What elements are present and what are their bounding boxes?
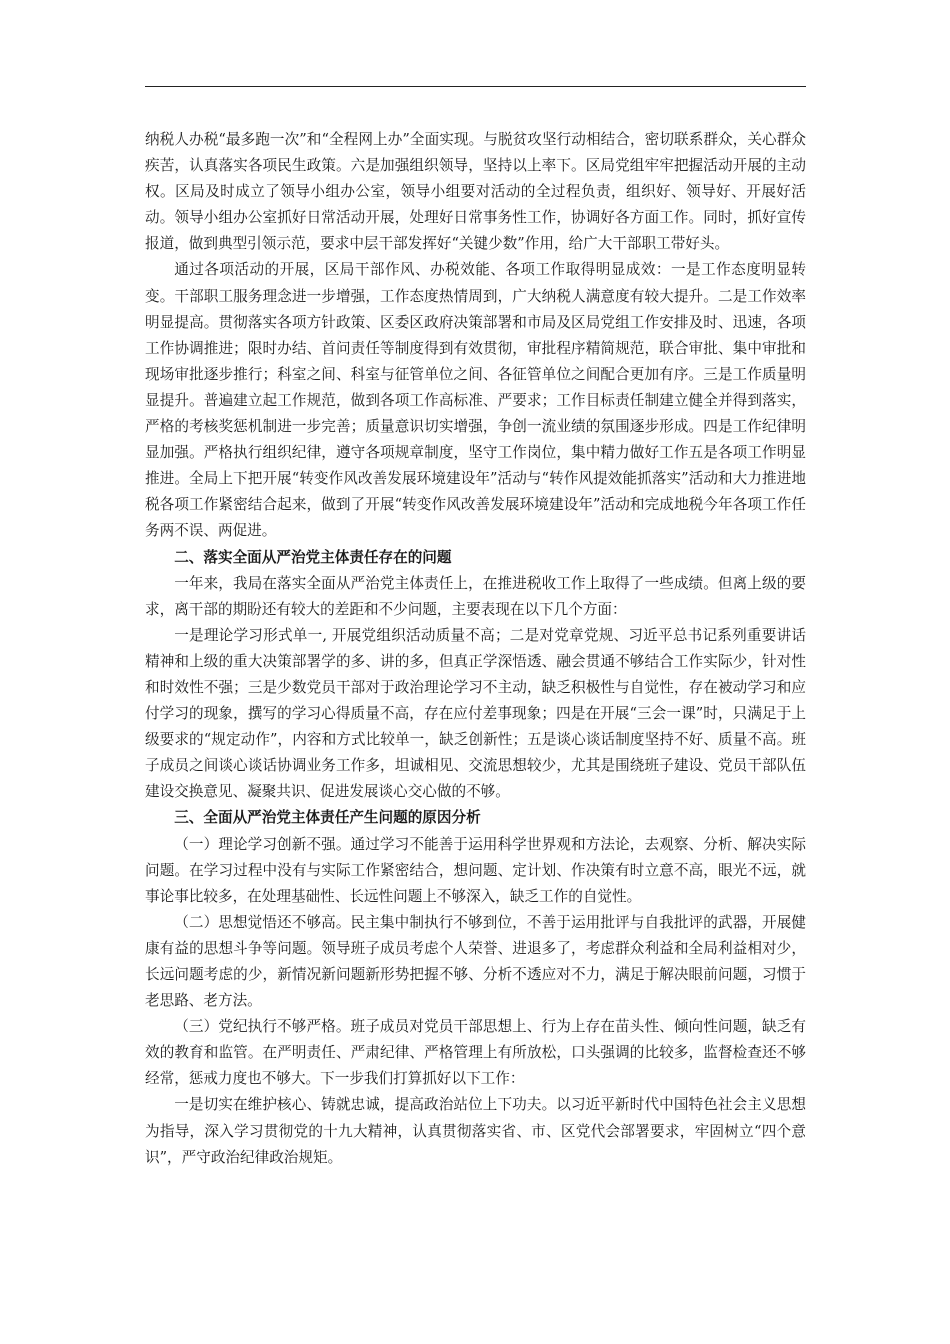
paragraph-cause-discipline: （三）党纪执行不够严格。班子成员对党员干部思想上、行为上存在苗头性、倾向性问题，缺乏有效的教育和监管。在严明责任、严肃纪律、严格管理上有所放松，口头强调的比较多，监督检查还不够经常，惩戒力度也不够大。下一步我们打算抓好以下工作： — [145, 1018, 806, 1088]
paragraph-cause-theory-study: （一）理论学习创新不强。通过学习不能善于运用科学世界观和方法论，去观察、分析、解决实际问题。在学习过程中没有与实际工作紧密结合，想问题、定计划、作决策有时立意不高，眼光不远，就事论事比较多，在处理基础性、长远性问题上不够深入，缺乏工作的自觉性。 — [145, 835, 806, 905]
paragraph-policy-implementation: 纳税人办税“最多跑一次”和“全程网上办”全面实现。与脱贫攻坚行动相结合，密切联系群众，关心群众疾苦，认真落实各项民生政策。六是加强组织领导，坚持以上率下。区局党组牢牢把握活动开展的主动权。区局及时成立了领导小组办公室，领导小组要对活动的全过程负责，组织好、领导好、开展好活动。领导小组办公室抓好日常活动开展，处理好日常事务性工作，协调好各方面工作。同时，抓好宣传报道，做到典型引领示范，要求中层干部发挥好“关键少数”作用，给广大干部职工带好头。 — [145, 131, 806, 253]
paragraph-achievements: 通过各项活动的开展，区局干部作风、办税效能、各项工作取得明显成效：一是工作态度明显转变。干部职工服务理念进一步增强，工作态度热情周到，广大纳税人满意度有较大提升。二是工作效率明显提高。贯彻落实各项方针政策、区委区政府决策部署和市局及区局党组工作安排及时、迅速，各项工作协调推进；限时办结、首问责任等制度得到有效贯彻，审批程序精简规范，联合审批、集中审批和现场审批逐步推行；科室之间、科室与征管单位之间、各征管单位之间配合更加有序。三是工作质量明显提升。普遍建立起工作规范，做到各项工作高标准、严要求；工作目标责任制建立健全并得到落实，严格的考核奖惩机制进一步完善；质量意识切实增强，争创一流业绩的氛围逐步形成。四是工作纪律明显加强。严格执行组织纪律，遵守各项规章制度，坚守工作岗位，集中精力做好工作五是各项工作明显推进。全局上下把开展“转变作风改善发展环境建设年”活动与“转作风提效能抓落实”活动和大力推进地税各项工作紧密结合起来，做到了开展“转变作风改善发展环境建设年”活动和完成地税今年各项工作任务两不误、两促进。 — [145, 261, 806, 540]
header-rule — [145, 86, 806, 87]
paragraph-problems-list: 一是理论学习形式单一, 开展党组织活动质量不高；二是对党章党规、习近平总书记系列重要讲话精神和上级的重大决策部署学的多、讲的多，但真正学深悟透、融会贯通不够结合工作实际少，针对性和时效性不强；三是少数党员干部对于政治理论学习不主动，缺乏积极性与自觉性，存在被动学习和应付学习的现象，撰写的学习心得质量不高，存在应付差事现象；四是在开展“三会一课”时，只满足于上级要求的“规定动作”，内容和方式比较单一，缺乏创新性；五是谈心谈话制度坚持不好、质量不高。班子成员之间谈心谈话协调业务工作多，坦诚相见、交流思想较少，尤其是围绕班子建设、党员干部队伍建设交换意见、凝聚共识、促进发展谈心交心做的不够。 — [145, 626, 806, 801]
paragraph-next-steps: 一是切实在维护核心、铸就忠诚，提高政治站位上下功夫。以习近平新时代中国特色社会主义思想为指导，深入学习贯彻党的十九大精神，认真贯彻落实省、市、区党代会部署要求，牢固树立“四个意识”，严守政治纪律政治规矩。 — [145, 1096, 806, 1166]
paragraph-problems-intro: 一年来，我局在落实全面从严治党主体责任上，在推进税收工作上取得了一些成绩。但离上级的要求，离干部的期盼还有较大的差距和不少问题，主要表现在以下几个方面： — [145, 574, 806, 618]
section-heading-problems: 二、落实全面从严治党主体责任存在的问题 — [174, 548, 452, 566]
section-heading-causes: 三、全面从严治党主体责任产生问题的原因分析 — [174, 809, 481, 827]
document-body — [145, 127, 806, 1171]
paragraph-cause-awareness: （二）思想觉悟还不够高。民主集中制执行不够到位，不善于运用批评与自我批评的武器，开展健康有益的思想斗争等问题。领导班子成员考虑个人荣誉、进退多了，考虑群众利益和全局利益相对少，长远问题考虑的少，新情况新问题新形势把握不够、分析不透应对不力，满足于解决眼前问题，习惯于老思路、老方法。 — [145, 913, 806, 1010]
